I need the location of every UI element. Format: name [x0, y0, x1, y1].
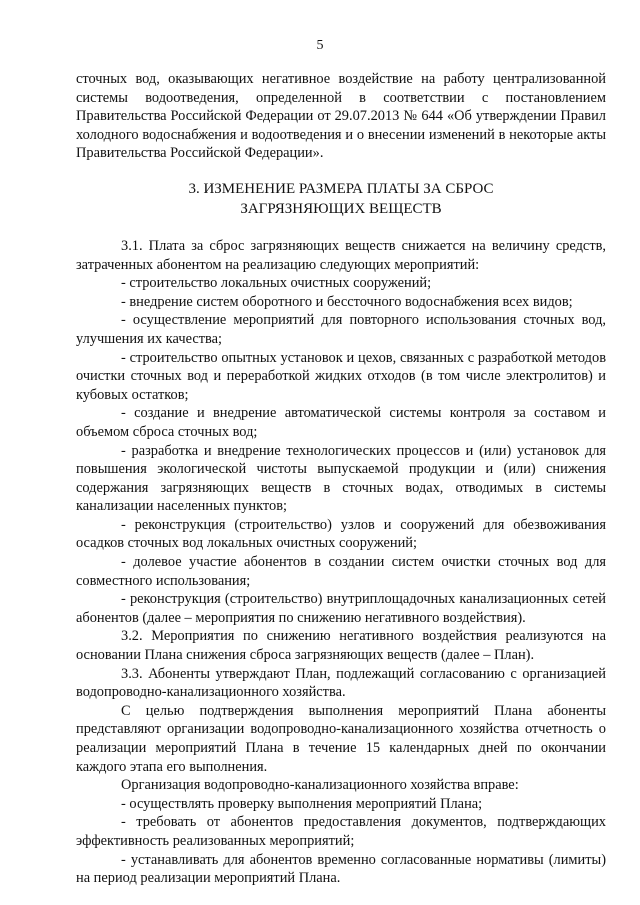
clause-3-3: 3.3. Абоненты утверждают План, подлежащий согласованию с организацией водопроводно-канализационного хозяйства.	[76, 665, 606, 701]
list-item: - требовать от абонентов предоставления документов, подтверждающих эффективность реализованных мероприятий;	[76, 814, 606, 849]
page-number: 5	[316, 38, 324, 53]
reporting-paragraph: С целью подтверждения выполнения мероприятий Плана абоненты представляют организации водопроводно-канализационного хозяйства отчетность о реализации мероприятий Плана в течение 15 календарных дней по окончании каждого этапа его выполнения.	[76, 702, 606, 775]
rights-lead: Организация водопроводно-канализационного хозяйства вправе:	[121, 777, 519, 794]
clause-3-2: 3.2. Мероприятия по снижению негативного воздействия реализуются на основании Плана снижения сброса загрязняющих веществ (далее – План).	[76, 628, 606, 664]
list-item: - реконструкция (строительство) узлов и сооружений для обезвоживания осадков сточных вод локальных очистных сооружений;	[76, 516, 606, 552]
list-item: - строительство опытных установок и цехов, связанных с разработкой методов очистки сточных вод и переработкой жидких отходов (в том числе электролитов) и кубовых остатков;	[76, 349, 606, 403]
clause-3-1-lead: 3.1. Плата за сброс загрязняющих веществ снижается на величину средств, затраченных абонентом на реализацию следующих мероприятий:	[76, 237, 606, 273]
list-item: - устанавливать для абонентов временно согласованные нормативы (лимиты) на период реализации мероприятий Плана.	[76, 851, 606, 887]
list-item: - долевое участие абонентов в создании систем очистки сточных вод для совместного использования;	[76, 554, 606, 589]
list-item: - внедрение систем оборотного и бессточного водоснабжения всех видов;	[121, 293, 573, 310]
section-title	[76, 179, 606, 219]
list-item: - строительство локальных очистных сооружений;	[121, 275, 432, 292]
intro-paragraph: сточных вод, оказывающих негативное воздействие на работу централизованной системы водоотведения, определенной в соответствии с постановлением Правительства Российской Федерации от 29.07.2013 № 644 «Об утверждении Правил холодного водоснабжения и водоотведения и о внесении изменений в некоторые акты Правительства Российской Федерации».	[76, 71, 606, 162]
section-title-line-1: 3. ИЗМЕНЕНИЕ РАЗМЕРА ПЛАТЫ ЗА СБРОС	[188, 180, 494, 197]
list-item: - создание и внедрение автоматической системы контроля за составом и объемом сброса сточных вод;	[76, 405, 606, 440]
list-item: - осуществлять проверку выполнения мероприятий Плана;	[121, 795, 483, 812]
document-body	[76, 70, 606, 888]
list-item: - реконструкция (строительство) внутриплощадочных канализационных сетей абонентов (далее – мероприятия по снижению негативного воздействия).	[76, 591, 606, 626]
section-title-line-2: ЗАГРЯЗНЯЮЩИХ ВЕЩЕСТВ	[240, 200, 442, 217]
list-item: - разработка и внедрение технологических процессов и (или) установок для повышения экологической чистоты выпускаемой продукции и (или) снижения содержания загрязняющих веществ в сточных водах, отводимых в системы канализации населенных пунктов;	[76, 442, 606, 515]
list-item: - осуществление мероприятий для повторного использования сточных вод, улучшения их качества;	[76, 312, 606, 347]
